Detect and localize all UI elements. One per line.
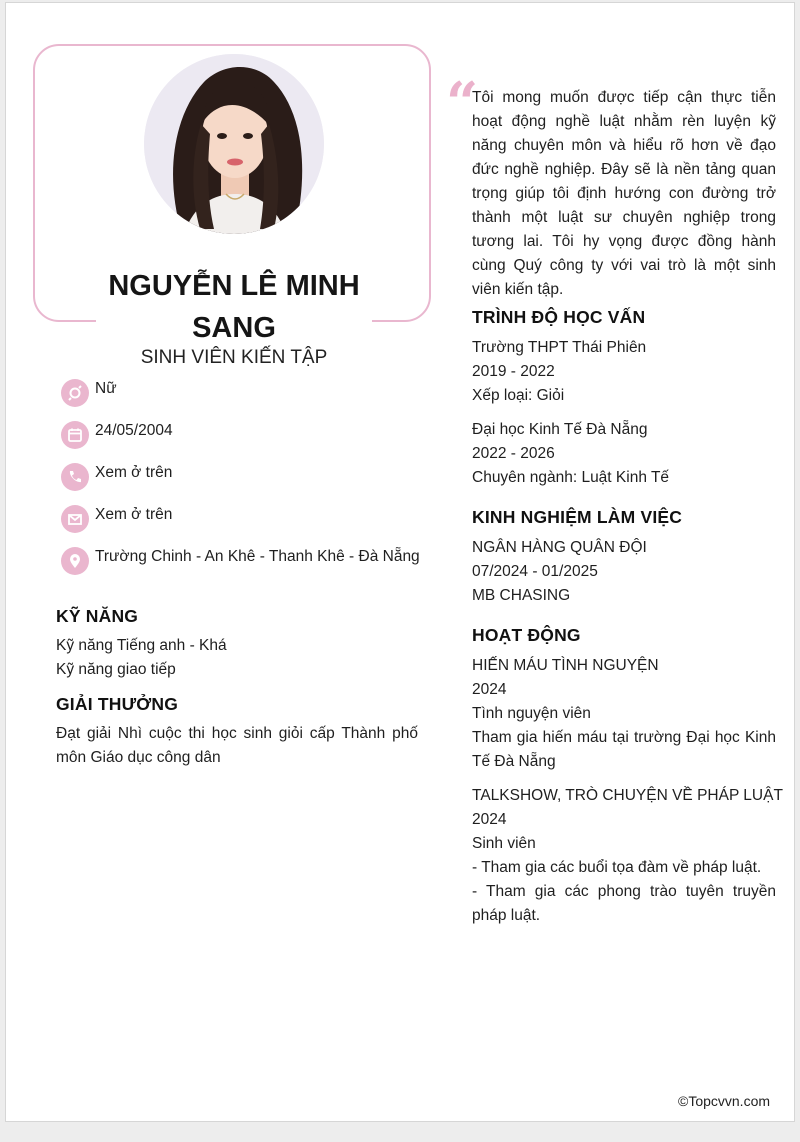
quote-icon: “ (446, 70, 479, 136)
skills-heading: KỸ NĂNG (56, 606, 139, 626)
candidate-name: NGUYỄN LÊ MINH SANG (108, 270, 360, 344)
experience-role: MB CHASING (472, 587, 571, 604)
activity-year: 2024 (472, 811, 507, 828)
email-value[interactable]: Xem ở trên (95, 506, 173, 523)
contact-phone (61, 462, 441, 492)
phone-icon (61, 463, 89, 491)
activity-description: - Tham gia các phong trào tuyên truyền pháp luật. (472, 883, 776, 924)
activity-role: Sinh viên (472, 835, 536, 852)
phone-value[interactable]: Xem ở trên (95, 464, 173, 481)
avatar (144, 54, 324, 234)
resume-page (5, 2, 795, 1122)
contact-birthday (61, 420, 441, 450)
activities-heading: HOẠT ĐỘNG (472, 625, 581, 645)
activity-description: Tham gia hiến máu tại trường Đại học Kinh Tế Đà Nẵng (472, 729, 776, 770)
education-heading: TRÌNH ĐỘ HỌC VẤN (472, 307, 646, 327)
address-value: Trường Chinh - An Khê - Thanh Khê - Đà Nẵng (95, 548, 420, 565)
career-objective: Tôi mong muốn được tiếp cận thực tiễn hoạt động nghề luật nhằm rèn luyện kỹ năng chuyên môn và hiểu rõ hơn về đạo đức nghề nghiệp. Đây sẽ là nền tảng quan trọng giúp tôi định hướng con đường trở thành một luật sư chuyên nghiệp trong tương lai. Tôi hy vọng được đồng hành cùng Quý công ty với vai trò là một sinh viên kiến tập. (472, 89, 776, 298)
experience-period: 07/2024 - 01/2025 (472, 563, 598, 580)
education-years: 2022 - 2026 (472, 445, 555, 462)
award-text: Đạt giải Nhì cuộc thi học sinh giỏi cấp Thành phố môn Giáo dục công dân (56, 725, 418, 766)
gender-value: Nữ (95, 380, 117, 397)
awards-heading: GIẢI THƯỞNG (56, 694, 179, 714)
education-school: Đại học Kinh Tế Đà Nẵng (472, 421, 648, 438)
activity-name: HIẾN MÁU TÌNH NGUYỆN (472, 657, 659, 674)
location-pin-icon (61, 547, 89, 575)
avatar-portrait (144, 54, 324, 234)
footer-credit: ©Topcvvn.com (678, 1093, 771, 1109)
skill-item: Kỹ năng giao tiếp (56, 661, 176, 678)
experience-heading: KINH NGHIỆM LÀM VIỆC (472, 507, 683, 527)
calendar-icon (61, 421, 89, 449)
experience-company: NGÂN HÀNG QUÂN ĐỘI (472, 539, 647, 556)
activity-description: - Tham gia các buổi tọa đàm về pháp luật. (472, 859, 762, 876)
gender-icon (61, 379, 89, 407)
contact-email (61, 504, 441, 534)
contact-address (61, 546, 441, 576)
skill-item: Kỹ năng Tiếng anh - Khá (56, 637, 227, 654)
candidate-title: SINH VIÊN KIẾN TẬP (140, 347, 328, 368)
education-detail: Xếp loại: Giỏi (472, 387, 565, 404)
mail-icon (61, 505, 89, 533)
birthday-value: 24/05/2004 (95, 422, 173, 439)
activity-role: Tình nguyện viên (472, 705, 591, 722)
activity-name: TALKSHOW, TRÒ CHUYỆN VỀ PHÁP LUẬT (472, 787, 783, 804)
education-years: 2019 - 2022 (472, 363, 555, 380)
activity-year: 2024 (472, 681, 507, 698)
education-detail: Chuyên ngành: Luật Kinh Tế (472, 469, 670, 486)
contact-gender (61, 378, 441, 408)
education-school: Trường THPT Thái Phiên (472, 339, 647, 356)
